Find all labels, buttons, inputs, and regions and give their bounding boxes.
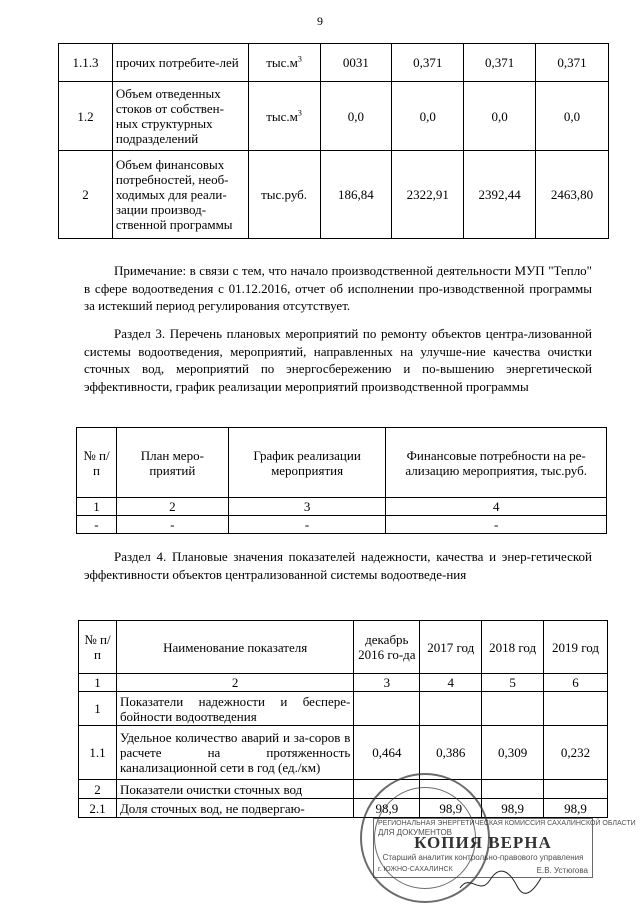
header-2018: 2018 год: [482, 621, 544, 674]
row-value: 0,371: [464, 44, 536, 82]
index-cell: 5: [482, 674, 544, 692]
section4-heading: Раздел 4. Плановые значения показателей надежности, качества и энер-гетической эффективности объектов централизованной системы водоотведе-ния: [84, 549, 592, 582]
stamp-line: Старший аналитик контрольно-правового управления: [382, 853, 584, 862]
table-row: [77, 516, 607, 534]
header-dec-2016: декабрь 2016 го-да: [354, 621, 420, 674]
row-value: 98,9: [544, 799, 608, 818]
row-value: 186,84: [320, 151, 392, 239]
row-value: 98,9: [420, 799, 482, 818]
row-value: 0,309: [482, 726, 544, 780]
header-finance: Финансовые потребности на ре-ализацию мероприятия, тыс.руб.: [386, 428, 607, 498]
header-indicator-name: Наименование показателя: [116, 621, 353, 674]
table-row: [59, 82, 609, 151]
header-number: № п/п: [77, 428, 117, 498]
stamp-title: КОПИЯ ВЕРНА: [414, 833, 552, 852]
data-cell: -: [386, 516, 607, 534]
data-cell: -: [228, 516, 386, 534]
stamp-line: ДЛЯ ДОКУМЕНТОВ: [378, 828, 453, 837]
index-cell: 4: [420, 674, 482, 692]
row-value: [354, 692, 420, 726]
table-row: [59, 44, 609, 82]
index-cell: 3: [228, 498, 386, 516]
row-value: 0,232: [544, 726, 608, 780]
table-index-row: [77, 498, 607, 516]
row-number: 2.1: [79, 799, 117, 818]
signature: [455, 868, 545, 898]
row-value: 0,464: [354, 726, 420, 780]
section3-heading: Раздел 3. Перечень плановых мероприятий по ремонту объектов центра-лизованной системы водоотведения, мероприятий, направленных на улучше-ние качества очистки сточных вод, мероприятий по энергосбережению и по-вышению энергетической эффективности, график реализации мероприятий производственной программы: [84, 326, 592, 394]
row-value: 2392,44: [464, 151, 536, 239]
table-row: [79, 780, 608, 799]
row-value: 0,386: [420, 726, 482, 780]
index-cell: 6: [544, 674, 608, 692]
header-2017: 2017 год: [420, 621, 482, 674]
table-row: [59, 151, 609, 239]
row-value: 2463,80: [536, 151, 609, 239]
row-value: 0,0: [536, 82, 609, 151]
index-cell: 3: [354, 674, 420, 692]
stamp-city: г. ЮЖНО-САХАЛИНСК: [378, 866, 453, 873]
row-value: 0,0: [320, 82, 392, 151]
index-cell: 2: [116, 674, 353, 692]
row-value: [420, 692, 482, 726]
stamp-signer: Е.В. Устюгова: [536, 866, 588, 875]
row-name: Удельное количество аварий и за-соров в расчете на протяженность канализационной сети в год (ед./км): [116, 726, 353, 780]
row-value: [482, 692, 544, 726]
indicators-table: [78, 620, 608, 818]
row-value: [482, 780, 544, 799]
table-header-row: [77, 428, 607, 498]
row-value: 0,371: [536, 44, 609, 82]
row-value: 2322,91: [392, 151, 464, 239]
table-row: [79, 799, 608, 818]
row-number: 2: [79, 780, 117, 799]
table-index-row: [79, 674, 608, 692]
row-value: 0,0: [464, 82, 536, 151]
data-cell: -: [116, 516, 228, 534]
row-unit: $тыс.м^3$: [248, 82, 320, 151]
header-schedule: График реализации мероприятия: [228, 428, 386, 498]
row-name: Показатели очистки сточных вод: [116, 780, 353, 799]
index-cell: 2: [116, 498, 228, 516]
row-value: 98,9: [354, 799, 420, 818]
row-name: Показатели надежности и беспере-бойности водоотведения: [116, 692, 353, 726]
row-value: 0,371: [392, 44, 464, 82]
row-number: 2: [59, 151, 113, 239]
note-paragraph: Примечание: в связи с тем, что начало производственной деятельности МУП "Тепло" в сфере водоотведения с 01.12.2016, отчет об исполнении про-изводственной программы за истекший период регулирования отсутствует.: [84, 263, 592, 313]
row-unit: тыс.руб.: [248, 151, 320, 239]
measures-table: [76, 427, 607, 534]
row-value: [544, 692, 608, 726]
header-number: № п/п: [79, 621, 117, 674]
header-2019: 2019 год: [544, 621, 608, 674]
stamp-line: РЕГИОНАЛЬНАЯ ЭНЕРГЕТИЧЕСКАЯ КОМИССИЯ САХАЛИНСКОЙ ОБЛАСТИ: [378, 820, 636, 827]
row-value: 0031: [320, 44, 392, 82]
data-cell: -: [77, 516, 117, 534]
page-number: 9: [317, 14, 323, 28]
table-row: [79, 726, 608, 780]
index-cell: 1: [77, 498, 117, 516]
production-volumes-table: [58, 43, 609, 239]
row-number: 1.1.3: [59, 44, 113, 82]
row-name: Доля сточных вод, не подвергаю-: [116, 799, 353, 818]
row-name: Объем отведенных стоков от собствен-ных структурных подразделений: [112, 82, 248, 151]
row-value: 98,9: [482, 799, 544, 818]
row-number: 1.2: [59, 82, 113, 151]
table-row: [79, 692, 608, 726]
row-value: [544, 780, 608, 799]
row-name: прочих потребите-лей: [112, 44, 248, 82]
row-name: Объем финансовых потребностей, необ-ходимых для реали-зации производ-ственной программы: [112, 151, 248, 239]
header-plan: План меро-приятий: [116, 428, 228, 498]
table-header-row: [79, 621, 608, 674]
row-number: 1: [79, 692, 117, 726]
row-value: 0,0: [392, 82, 464, 151]
row-number: 1.1: [79, 726, 117, 780]
row-unit: $тыс.м^3$: [248, 44, 320, 82]
index-cell: 1: [79, 674, 117, 692]
index-cell: 4: [386, 498, 607, 516]
